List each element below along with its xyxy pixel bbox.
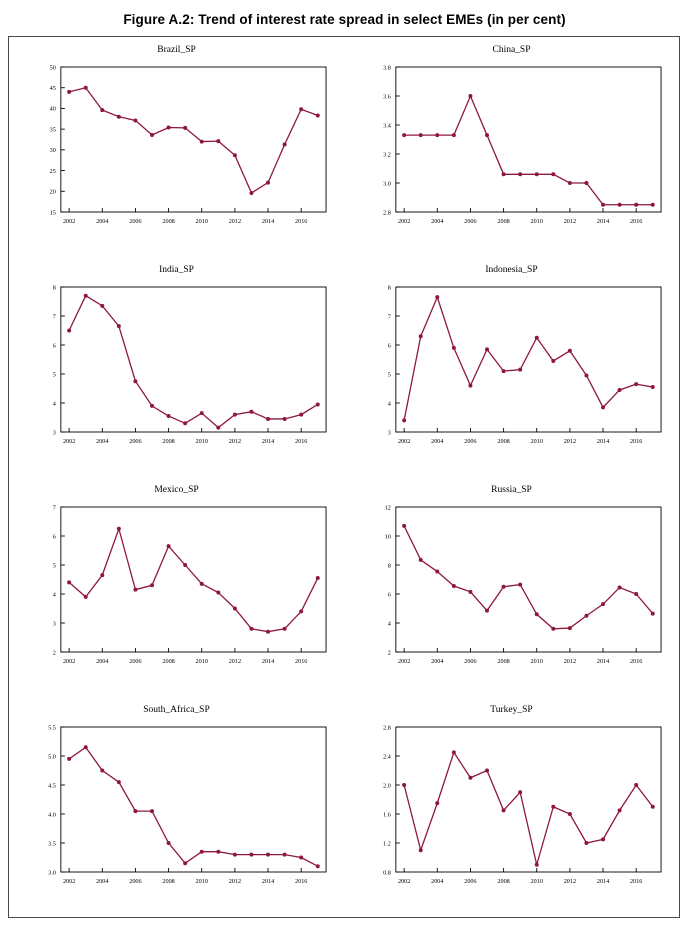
svg-text:2002: 2002 [62,877,76,886]
plot-area [344,257,679,477]
svg-text:2010: 2010 [195,437,208,446]
svg-text:2008: 2008 [497,657,510,666]
plot-area [9,257,344,477]
svg-text:2016: 2016 [630,217,643,226]
chart-panel-russia [344,477,679,697]
svg-text:2014: 2014 [261,437,275,446]
panel-title: Mexico_SP [154,485,199,495]
svg-text:7: 7 [52,313,56,321]
svg-text:3.0: 3.0 [48,869,56,877]
svg-text:20: 20 [49,188,56,196]
svg-text:2014: 2014 [596,877,610,886]
svg-text:2012: 2012 [563,877,577,886]
svg-text:2006: 2006 [129,437,142,446]
svg-text:10: 10 [384,533,391,541]
svg-text:2004: 2004 [96,217,109,226]
svg-text:4: 4 [52,591,56,599]
svg-text:2006: 2006 [129,657,142,666]
panel-title: India_SP [159,265,194,275]
svg-text:2.0: 2.0 [383,782,391,790]
panel-title: China_SP [492,45,531,55]
plot-area [9,477,344,697]
svg-text:2012: 2012 [563,217,577,226]
svg-text:2008: 2008 [162,877,175,886]
svg-text:2006: 2006 [464,877,477,886]
svg-text:2010: 2010 [530,437,543,446]
svg-text:2004: 2004 [431,877,444,886]
svg-text:45: 45 [49,85,56,93]
svg-text:2014: 2014 [596,657,610,666]
svg-text:2008: 2008 [162,437,175,446]
svg-text:8: 8 [387,284,391,292]
svg-text:4: 4 [387,620,391,628]
plot-area [344,697,679,917]
plot-area [9,697,344,917]
svg-text:2002: 2002 [62,657,76,666]
panel-title: South_Africa_SP [143,705,210,715]
svg-text:8: 8 [52,284,56,292]
svg-text:2004: 2004 [96,437,109,446]
svg-text:2008: 2008 [162,217,175,226]
svg-text:6: 6 [52,342,56,350]
panel-grid [9,37,679,917]
svg-text:2006: 2006 [129,877,142,886]
svg-text:1.2: 1.2 [383,840,391,848]
svg-text:2016: 2016 [630,657,643,666]
svg-text:0.8: 0.8 [383,869,391,877]
svg-text:40: 40 [49,105,56,113]
svg-text:3: 3 [387,429,391,437]
svg-text:2006: 2006 [129,217,142,226]
svg-text:3.0: 3.0 [383,180,391,188]
svg-text:2014: 2014 [596,437,610,446]
svg-text:2.8: 2.8 [383,209,391,217]
svg-text:3.5: 3.5 [48,840,56,848]
svg-text:5.5: 5.5 [48,724,56,732]
chart-panel-turkey [344,697,679,917]
svg-text:6: 6 [52,533,56,541]
svg-text:2010: 2010 [530,877,543,886]
svg-text:2010: 2010 [530,217,543,226]
svg-text:2014: 2014 [261,877,275,886]
chart-panel-india [9,257,344,477]
svg-text:2006: 2006 [464,437,477,446]
svg-text:4: 4 [52,400,56,408]
chart-panel-brazil [9,37,344,257]
svg-text:8: 8 [387,562,391,570]
figure-frame [8,36,680,918]
svg-text:2010: 2010 [530,657,543,666]
plot-area [344,37,679,257]
svg-text:7: 7 [387,313,391,321]
svg-text:3.6: 3.6 [383,93,391,101]
svg-text:2002: 2002 [62,437,76,446]
svg-text:2006: 2006 [464,657,477,666]
svg-text:5: 5 [52,371,56,379]
svg-text:2012: 2012 [563,657,577,666]
panel-title: Brazil_SP [157,45,196,55]
svg-text:2012: 2012 [228,437,242,446]
svg-text:2010: 2010 [195,217,208,226]
svg-text:2008: 2008 [497,217,510,226]
svg-text:2016: 2016 [295,217,308,226]
svg-text:4.5: 4.5 [48,782,56,790]
svg-text:2012: 2012 [228,217,242,226]
svg-text:2002: 2002 [397,657,411,666]
svg-text:2004: 2004 [96,877,109,886]
svg-text:35: 35 [49,126,56,134]
svg-text:3.2: 3.2 [383,151,391,159]
plot-area [9,37,344,257]
svg-text:5: 5 [387,371,391,379]
svg-text:4: 4 [387,400,391,408]
svg-text:2004: 2004 [431,217,444,226]
svg-text:5: 5 [52,562,56,570]
panel-title: Russia_SP [491,485,532,495]
svg-text:15: 15 [49,209,56,217]
svg-text:2004: 2004 [431,657,444,666]
svg-text:3: 3 [52,620,56,628]
svg-text:4.0: 4.0 [48,811,56,819]
svg-text:2016: 2016 [295,657,308,666]
svg-text:2006: 2006 [464,217,477,226]
svg-text:2014: 2014 [596,217,610,226]
svg-text:5.0: 5.0 [48,753,56,761]
svg-text:2: 2 [387,649,391,657]
svg-text:2012: 2012 [563,437,577,446]
svg-text:2016: 2016 [630,877,643,886]
svg-text:3: 3 [52,429,56,437]
svg-text:2002: 2002 [397,437,411,446]
svg-text:2016: 2016 [295,437,308,446]
svg-text:2004: 2004 [431,437,444,446]
plot-area [344,477,679,697]
svg-text:2016: 2016 [295,877,308,886]
svg-text:2002: 2002 [62,217,76,226]
chart-panel-south-africa [9,697,344,917]
svg-text:6: 6 [387,342,391,350]
svg-text:25: 25 [49,167,56,175]
svg-text:2010: 2010 [195,877,208,886]
svg-text:2008: 2008 [162,657,175,666]
chart-panel-china [344,37,679,257]
svg-text:6: 6 [387,591,391,599]
svg-text:30: 30 [49,147,56,155]
svg-text:2004: 2004 [96,657,109,666]
chart-panel-indonesia [344,257,679,477]
svg-text:2.8: 2.8 [383,724,391,732]
svg-text:3.8: 3.8 [383,64,391,72]
svg-text:2016: 2016 [630,437,643,446]
svg-text:2.4: 2.4 [383,753,391,761]
svg-text:2008: 2008 [497,877,510,886]
svg-text:2010: 2010 [195,657,208,666]
panel-title: Indonesia_SP [485,265,538,275]
svg-text:12: 12 [384,504,391,512]
svg-text:2: 2 [52,649,56,657]
svg-text:2012: 2012 [228,877,242,886]
svg-text:50: 50 [49,64,56,72]
svg-text:2008: 2008 [497,437,510,446]
svg-text:2002: 2002 [397,877,411,886]
chart-panel-mexico [9,477,344,697]
svg-text:2002: 2002 [397,217,411,226]
svg-text:7: 7 [52,504,56,512]
figure-title: Figure A.2: Trend of interest rate spread in select EMEs (in per cent) [123,12,566,27]
svg-text:1.6: 1.6 [383,811,391,819]
svg-text:2012: 2012 [228,657,242,666]
svg-text:2014: 2014 [261,657,275,666]
panel-title: Turkey_SP [490,705,533,715]
svg-text:2014: 2014 [261,217,275,226]
svg-text:3.4: 3.4 [383,122,391,130]
